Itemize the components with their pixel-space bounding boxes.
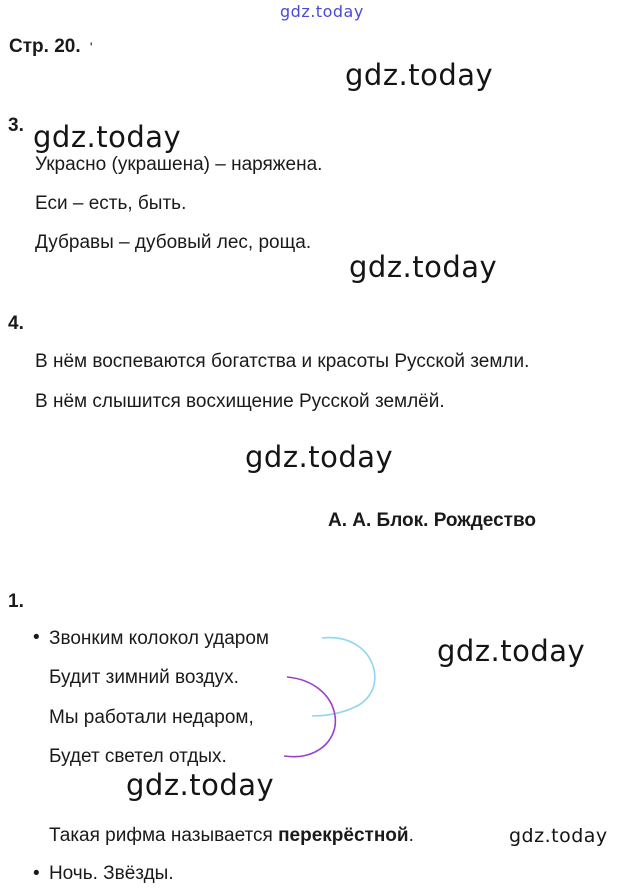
rhyme-arc-1-3 — [312, 638, 375, 716]
watermark: gdz.today — [509, 825, 608, 847]
poem-line-3: Мы работали недаром, — [49, 707, 254, 728]
section-4-number: 4. — [8, 313, 24, 334]
work-title: А. А. Блок. Рождество — [328, 510, 537, 531]
rhyme-arc-2-4 — [284, 677, 335, 757]
watermark: gdz.today — [33, 120, 182, 154]
poem-bullet: • — [33, 627, 40, 648]
poem-line-4: Будет светел отдых. — [49, 746, 227, 767]
watermark: gdz.today — [245, 440, 394, 474]
next-item-bullet: • — [33, 863, 40, 884]
poem-line-2: Будит зимний воздух. — [49, 667, 239, 688]
section-4-line-1: В нём воспеваются богатства и красоты Русской земли. — [35, 351, 530, 372]
poem-line-1: Звонким колокол ударом — [49, 628, 269, 649]
rhyme-term: перекрёстной — [278, 825, 409, 846]
watermark: gdz.today — [437, 634, 586, 668]
next-item — [33, 863, 174, 885]
page-reference-mark: ' — [89, 39, 93, 55]
rhyme-sentence — [49, 825, 414, 847]
section-3-line-1: Украсно (украшена) – наряжена. — [35, 154, 323, 175]
watermark: gdz.today — [345, 58, 494, 92]
rhyme-prefix: Такая рифма называется — [49, 825, 279, 846]
watermark: gdz.today — [126, 768, 275, 802]
section-1-number: 1. — [8, 591, 24, 612]
section-3-line-2: Еси – есть, быть. — [35, 193, 187, 214]
section-3-number: 3. — [8, 115, 24, 136]
next-item-text: Ночь. Звёзды. — [48, 863, 174, 884]
watermark: gdz.today — [349, 250, 498, 284]
watermark-top: gdz.today — [280, 2, 364, 21]
section-4-line-2: В нём слышится восхищение Русской землёй. — [35, 391, 445, 412]
rhyme-suffix: . — [408, 825, 414, 846]
page-reference-label: Стр. 20. — [9, 36, 81, 57]
section-3-line-3: Дубравы – дубовый лес, роща. — [35, 232, 312, 253]
